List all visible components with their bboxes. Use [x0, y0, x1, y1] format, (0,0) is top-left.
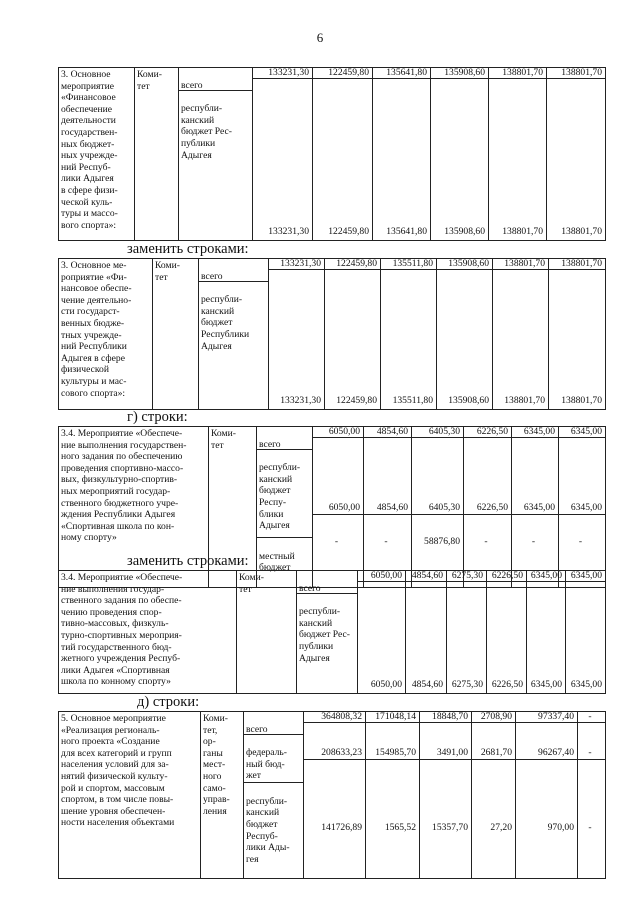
page-number: 6: [316, 30, 324, 45]
amount-value: 138801,70: [504, 395, 545, 406]
amount-value: 138801,70: [547, 68, 605, 79]
amount-value: 27,20: [490, 822, 512, 833]
amount-value: 6050,00: [313, 438, 363, 515]
amount-value: 135908,60: [444, 226, 485, 237]
amount-value: 6050,00: [313, 427, 363, 438]
amount-cell: [487, 571, 527, 694]
funding-source-cell: [257, 427, 313, 588]
funding-source-cell: [297, 571, 358, 694]
amount-value: 6226,50: [491, 679, 523, 690]
amount-cell: [313, 427, 364, 588]
amount-value: 6275,30: [451, 679, 483, 690]
source-label: республи- канский бюджет Рес- публики Адыгея: [181, 103, 232, 161]
amount-cell: [358, 571, 406, 694]
amount-value: 133231,30: [253, 68, 312, 79]
amount-value: 15357,70: [432, 822, 468, 833]
amount-cell: [578, 712, 606, 879]
source-label: республи- канский бюджет Республики Адыгея: [201, 294, 250, 352]
table-event-3-4-replacement: [58, 570, 606, 694]
table-row: [59, 712, 606, 879]
amount-cell: [304, 712, 366, 879]
amount-value: -: [578, 723, 605, 760]
event-name-cell: 3.4. Мероприятие «Обеспече- ние выполнения государствен- ного задания по обеспечению проведения спортивно-массо- вых, физкультурно-спортив- ных мероприятий государ- ственного бюджетного учре- ждения Республики Адыгея «Спортивная школа по кон- ному спорту»: [59, 427, 209, 588]
amount-cell: [253, 68, 313, 241]
amount-value: 135641,80: [373, 68, 430, 79]
table-main-event-3-original: [58, 67, 606, 241]
amount-value: 138801,70: [502, 226, 543, 237]
amount-value: -: [578, 536, 583, 547]
amount-value: 122459,80: [328, 226, 369, 237]
amount-cell: [516, 712, 578, 879]
amount-value: 6345,00: [527, 571, 565, 582]
amount-value: 122459,80: [336, 395, 377, 406]
amount-cell: [364, 427, 412, 588]
amount-cell: [325, 259, 381, 410]
amount-value: 1565,52: [384, 822, 416, 833]
source-label: федераль- ный бюд- жет: [244, 746, 303, 783]
section-heading: заменить строками:: [127, 241, 249, 257]
amount-value: 122459,80: [313, 68, 372, 79]
amount-value: -: [384, 536, 388, 547]
source-label: республи- канский бюджет Респу- блики Адыгея: [257, 461, 312, 538]
event-name-cell: 5. Основное мероприятие «Реализация региональ- ного проекта «Создание для всех категорий и групп населения условий для за- нятий физической культу- рой и спортом, массовым спортом, в том числе повы- шение уровня обеспечен- ности населения объектами: [59, 712, 201, 879]
event-name-cell: 3. Основное мероприятие «Финансовое обеспечение деятельности государствен- ных бюджет- ных учрежде- ний Респуб- лики Адыгея в сфере физи- ческой куль- туры и массо- вого спорта»:: [59, 68, 135, 241]
amount-value: 6345,00: [530, 679, 562, 690]
amount-value: 6275,30: [447, 571, 486, 582]
source-label: всего: [179, 80, 252, 91]
amount-value: 4854,60: [364, 427, 411, 438]
amount-value: 4854,60: [406, 571, 446, 582]
source-label: всего: [297, 583, 357, 594]
amount-value: 6345,00: [559, 438, 605, 515]
amount-value: 6405,30: [412, 438, 463, 515]
amount-cell: [431, 68, 489, 241]
source-label: местный бюджет: [259, 550, 295, 574]
amount-cell: [549, 259, 606, 410]
executor-cell: Коми- тет: [135, 68, 179, 241]
event-name-cell: 3.4. Мероприятие «Обеспече- ние выполнения государ- ственного задания по обеспе- чению проведения спор- тивно-массовых, физкуль- турно-спортивных мероприя- тий государственного бюд- жетного учреждения Респуб- лики Адыгея «Спортивная школа по конному спорту»: [59, 571, 237, 694]
amount-cell: [464, 427, 512, 588]
source-label: всего: [257, 439, 312, 450]
amount-value: 135908,60: [431, 68, 488, 79]
amount-value: 138801,70: [561, 226, 602, 237]
funding-source-cell: [179, 68, 253, 241]
amount-value: 6345,00: [570, 679, 602, 690]
amount-value: 364808,32: [304, 712, 365, 723]
amount-cell: [547, 68, 606, 241]
amount-cell: [472, 712, 516, 879]
amount-cell: [406, 571, 447, 694]
source-label: республи- канский бюджет Респуб- лики Ады- гея: [246, 795, 290, 865]
amount-value: 122459,80: [325, 259, 380, 270]
table-row: [59, 68, 606, 241]
funding-source-cell: [199, 259, 269, 410]
table-main-event-3-replacement: [58, 258, 606, 410]
amount-cell: [269, 259, 325, 410]
table-row: [59, 571, 606, 694]
amount-value: 970,00: [547, 822, 574, 833]
amount-cell: [527, 571, 566, 694]
amount-cell: [366, 712, 420, 879]
amount-value: -: [578, 712, 605, 723]
amount-value: 6050,00: [370, 679, 402, 690]
funding-source-cell: [244, 712, 304, 879]
amount-cell: [420, 712, 472, 879]
amount-value: 6226,50: [464, 438, 511, 515]
amount-value: 171048,14: [366, 712, 419, 723]
section-heading: г) строки:: [127, 409, 188, 425]
table-main-event-5: [58, 711, 606, 879]
amount-value: 135511,80: [381, 259, 436, 270]
amount-value: 4854,60: [364, 438, 411, 515]
amount-value: -: [334, 536, 339, 547]
amount-value: 138801,70: [493, 259, 548, 270]
amount-value: 208633,23: [304, 723, 365, 760]
amount-cell: [313, 68, 373, 241]
amount-value: 6226,50: [464, 427, 511, 438]
amount-cell: [566, 571, 606, 694]
table-row: [59, 259, 606, 410]
amount-value: 96267,40: [516, 723, 577, 760]
amount-cell: [512, 427, 559, 588]
amount-value: -: [484, 536, 488, 547]
amount-value: -: [588, 822, 592, 833]
amount-value: 138801,70: [489, 68, 546, 79]
amount-value: -: [531, 536, 536, 547]
amount-cell: [489, 68, 547, 241]
amount-value: 135908,60: [437, 259, 492, 270]
source-label: всего: [199, 271, 268, 282]
amount-value: 135908,60: [448, 395, 489, 406]
amount-cell: [493, 259, 549, 410]
section-heading: д) строки:: [137, 694, 200, 710]
amount-value: 4854,60: [411, 679, 443, 690]
amount-cell: [447, 571, 487, 694]
executor-cell: Коми- тет: [209, 427, 257, 588]
amount-value: 2708,90: [472, 712, 515, 723]
executor-cell: Коми- тет, ор- ганы мест- ного само- управ- ления: [201, 712, 244, 879]
amount-value: 6345,00: [512, 427, 558, 438]
amount-value: 6345,00: [559, 427, 605, 438]
event-name-cell: 3. Основное ме- роприятие «Фи- нансовое обеспе- чение деятельно- сти государст- венных бюдже- тных учрежде- ний Республики Адыгея в сфере физической культуры и мас- сового спорта»:: [59, 259, 153, 410]
amount-cell: [412, 427, 464, 588]
amount-value: 6405,30: [412, 427, 463, 438]
amount-value: 138801,70: [549, 259, 605, 270]
amount-value: 58876,80: [424, 536, 460, 547]
amount-value: 2681,70: [472, 723, 515, 760]
amount-value: 133231,30: [280, 395, 321, 406]
amount-value: 141726,89: [321, 822, 362, 833]
amount-value: 6345,00: [566, 571, 605, 582]
amount-value: 154985,70: [366, 723, 419, 760]
amount-value: 135511,80: [392, 395, 433, 406]
amount-cell: [437, 259, 493, 410]
amount-value: 18848,70: [420, 712, 471, 723]
amount-value: 133231,30: [269, 259, 324, 270]
executor-cell: Коми- тет: [237, 571, 297, 694]
amount-value: 138801,70: [561, 395, 602, 406]
amount-value: 133231,30: [268, 226, 309, 237]
amount-cell: [381, 259, 437, 410]
amount-value: 6345,00: [512, 438, 558, 515]
amount-value: 6226,50: [487, 571, 526, 582]
amount-value: 6050,00: [358, 571, 405, 582]
amount-value: 3491,00: [420, 723, 471, 760]
source-label: республи- канский бюджет Рес- публики Адыгея: [299, 606, 350, 664]
section-heading: заменить строками:: [127, 553, 249, 569]
amount-cell: [559, 427, 606, 588]
source-label: всего: [244, 724, 303, 735]
executor-cell: Коми- тет: [153, 259, 199, 410]
amount-value: 135641,80: [386, 226, 427, 237]
amount-cell: [373, 68, 431, 241]
amount-value: 97337,40: [516, 712, 577, 723]
